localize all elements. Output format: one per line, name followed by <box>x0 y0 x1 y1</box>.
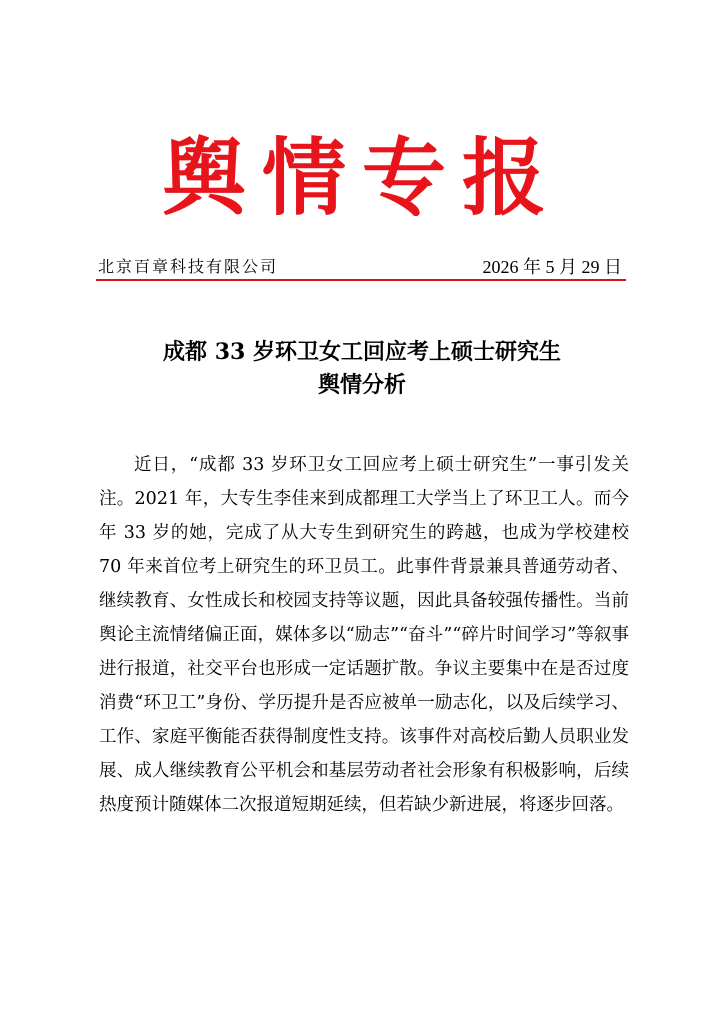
report-header <box>98 255 624 279</box>
issue-date: 2026 年 5 月 29 日 <box>482 257 622 277</box>
article-title <box>0 336 724 402</box>
article-title-line-2: 舆情分析 <box>317 372 406 398</box>
organization-name: 北京百章科技有限公司 <box>98 257 279 276</box>
article-body: 近日，“成都 33 岁环卫女工回应考上硕士研究生”一事引发关注。2021 年，大专生李佳来到成都理工大学当上了环卫工人。而今年 33 岁的她，完成了从大专生到研究生的跨越，也成为学校建校 70 年来首位考上研究生的环卫员工。此事件背景兼具普通劳动者、继续教育、女性成长和校园支持等议题，因此具备较强传播性。当前舆论主流情绪偏正面，媒体多以“励志”“奋斗”“碎片时间学习”等叙事进行报道，社交平台也形成一定话题扩散。争议主要集中在是否过度消费“环卫工”身份、学历提升是否应被单一励志化，以及后续学习、工作、家庭平衡能否获得制度性支持。该事件对高校后勤人员职业发展、成人继续教育公平机会和基层劳动者社会形象有积极影响，后续热度预计随媒体二次报道短期延续，但若缺少新进展，将逐步回落。 <box>99 455 629 815</box>
article-title-line-1: 成都 33 岁环卫女工回应考上硕士研究生 <box>163 339 561 365</box>
header-divider <box>96 279 626 281</box>
masthead-title: 舆情专报 <box>161 128 562 227</box>
